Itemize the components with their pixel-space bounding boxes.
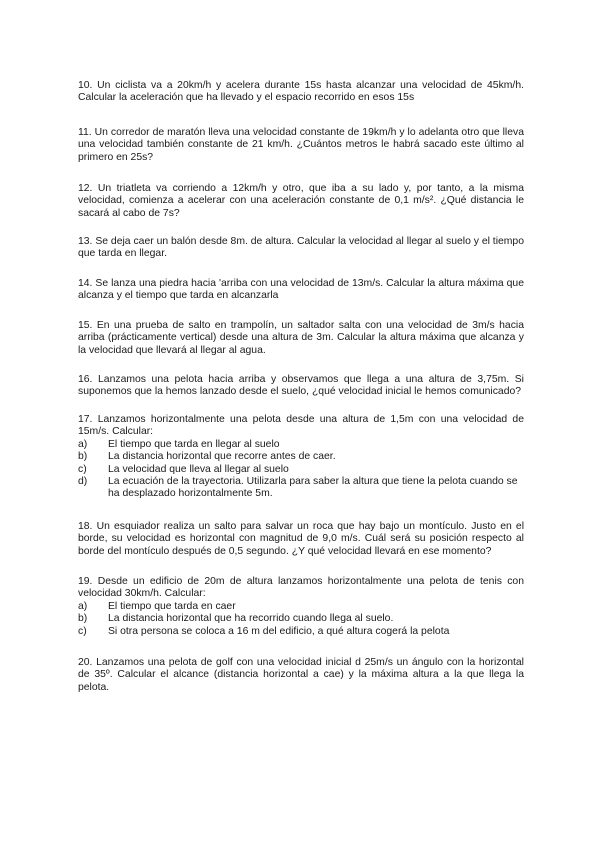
option-letter: a) (78, 438, 88, 450)
problem-text: 20. Lanzamos una pelota de golf con una velocidad inicial d 25m/s un ángulo con la horizontal de 35º. Calcular el alcance (distancia horizontal a cae) y la máxima altura a la que llega la pelota. (78, 657, 524, 693)
option-text: La distancia horizontal que ha recorrido cuando llega al suelo. (108, 613, 394, 625)
problem-13 (78, 236, 524, 261)
problem-18 (78, 521, 524, 558)
option-item (78, 601, 524, 613)
option-text: La ecuación de la trayectoria. Utilizarla para saber la altura que tiene la pelota cuando se ha desplazado horizontalmente 5m. (108, 476, 518, 500)
option-text: La velocidad que lleva al llegar al suelo (108, 463, 289, 475)
option-text: Si otra persona se coloca a 16 m del edificio, a qué altura cogerá la pelota (108, 625, 450, 637)
problem-17-options (78, 439, 524, 501)
problem-text: 14. Se lanza una piedra hacia 'arriba con una velocidad de 13m/s. Calcular la altura máxima que alcanza y el tiempo que tarda en alcanzarla (78, 278, 524, 302)
problem-text: 15. En una prueba de salto en trampolín, un saltador salta con una velocidad de 3m/s hacia arriba (prácticamente vertical) desde una altura de 3m. Calcular la altura máxima que alcanza y la velocidad que llevará al llegar al agua. (78, 320, 524, 356)
problem-text: 19. Desde un edificio de 20m de altura lanzamos horizontalmente una pelota de tenis con velocidad 30km/h. Calcular: (78, 576, 524, 600)
problem-14 (78, 278, 524, 303)
option-item (78, 439, 524, 451)
problem-12 (78, 183, 524, 220)
problem-15 (78, 320, 524, 357)
problem-text: 16. Lanzamos una pelota hacia arriba y observamos que llega a una altura de 3,75m. Si suponemos que la hemos lanzado desde el suelo, ¿qué velocidad inicial le hemos comunicado? (78, 374, 524, 398)
option-text: La distancia horizontal que recorre antes de caer. (108, 451, 336, 463)
option-item (78, 476, 524, 501)
problem-10 (78, 80, 524, 105)
option-letter: b) (78, 451, 88, 463)
option-item (78, 626, 524, 638)
problem-11 (78, 127, 524, 164)
problem-text: 13. Se deja caer un balón desde 8m. de altura. Calcular la velocidad al llegar al suelo y el tiempo que tarda en llegar. (78, 236, 524, 260)
option-text: El tiempo que tarda en llegar al suelo (108, 438, 280, 450)
problem-text: 10. Un ciclista va a 20km/h y acelera durante 15s hasta alcanzar una velocidad de 45km/h. Calcular la aceleración que ha llevado y el espacio recorrido en esos 15s (78, 80, 524, 104)
problem-17 (78, 414, 524, 501)
problem-19-options (78, 601, 524, 638)
problem-text: 17. Lanzamos horizontalmente una pelota desde una altura de 1,5m con una velocidad de 15m/s. Calcular: (78, 414, 524, 438)
option-letter: b) (78, 613, 88, 625)
problem-16 (78, 374, 524, 399)
option-item (78, 613, 524, 625)
option-item (78, 451, 524, 463)
problem-text: 18. Un esquiador realiza un salto para salvar un roca que hay bajo un montículo. Justo en el borde, su velocidad es horizontal con magnitud de 9,0 m/s. Cuál será su posición respecto al borde del montículo después de 0,5 segundo. ¿Y qué velocidad llevará en ese momento? (78, 521, 524, 557)
problem-20 (78, 657, 524, 694)
option-item (78, 464, 524, 476)
problem-19 (78, 576, 524, 638)
option-letter: c) (78, 625, 87, 637)
problem-text: 11. Un corredor de maratón lleva una velocidad constante de 19km/h y lo adelanta otro que lleva una velocidad también constante de 21 km/h. ¿Cuántos metros le habrá sacado este último al primero en 25s? (78, 127, 524, 163)
option-letter: d) (78, 476, 88, 488)
problem-text: 12. Un triatleta va corriendo a 12km/h y otro, que iba a su lado y, por tanto, a la misma velocidad, comienza a acelerar con una aceleración constante de 0,1 m/s². ¿Qué distancia le sacará al cabo de 7s? (78, 183, 524, 219)
option-letter: c) (78, 463, 87, 475)
option-text: El tiempo que tarda en caer (108, 600, 236, 612)
option-letter: a) (78, 600, 88, 612)
